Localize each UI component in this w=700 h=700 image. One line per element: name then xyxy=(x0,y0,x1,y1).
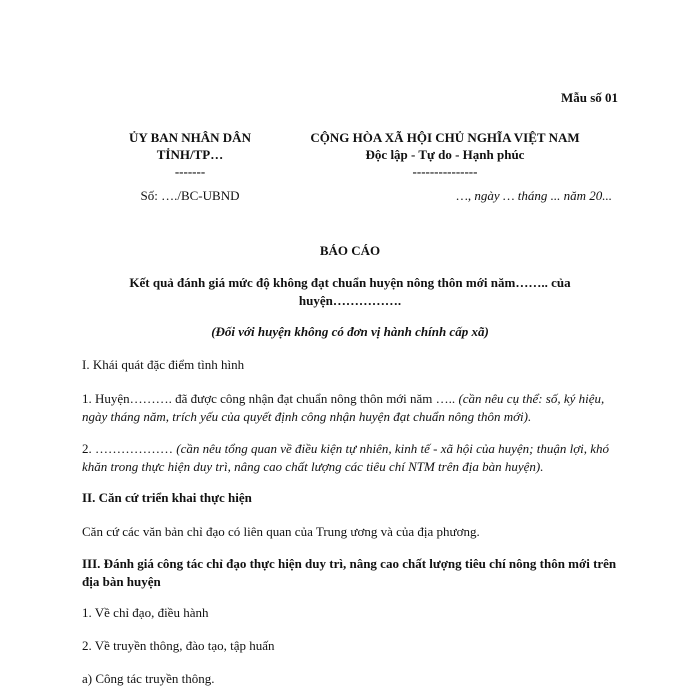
document-number: Số: …./BC-UBND xyxy=(140,188,240,203)
national-title: CỘNG HÒA XÃ HỘI CHỦ NGHĨA VIỆT NAM xyxy=(310,130,580,145)
list-item-a: a) Công tác truyền thông. xyxy=(82,671,215,686)
list-item-2: 2. Về truyền thông, đào tạo, tập huấn xyxy=(82,638,275,653)
paragraph-2-note: (cần nêu tổng quan về điều kiện tự nhiên, kinh tế - xã hội của huyện; thuận lợi, khó khăn trong thực hiện duy trì, nâng cao chất lượng các tiêu chí NTM trên địa bàn huyện). xyxy=(82,441,610,474)
date-line: …, ngày … tháng ... năm 20... xyxy=(456,188,612,203)
section-2-heading: II. Căn cứ triển khai thực hiện xyxy=(82,490,252,505)
authority-line1: ỦY BAN NHÂN DÂN xyxy=(129,130,251,145)
issuing-authority-header xyxy=(100,129,280,180)
section-1-heading: I. Khái quát đặc điểm tình hình xyxy=(82,357,245,372)
paragraph-1-lead: 1. Huyện………. đã được công nhận đạt chuẩn nông thôn mới năm ….. xyxy=(82,391,456,406)
national-motto: Độc lập - Tự do - Hạnh phúc xyxy=(365,147,525,162)
document-subtitle: Kết quả đánh giá mức độ không đạt chuẩn huyện nông thôn mới năm…….. của huyện……………. xyxy=(129,275,571,308)
authority-divider: ------- xyxy=(174,164,206,179)
section-3-heading: III. Đánh giá công tác chỉ đạo thực hiện duy trì, nâng cao chất lượng tiêu chí nông thôn mới trên địa bàn huyện xyxy=(82,556,617,589)
authority-line2: TỈNH/TP… xyxy=(156,147,224,162)
paragraph-1 xyxy=(82,390,618,426)
section-2-text: Căn cứ các văn bản chỉ đạo có liên quan của Trung ương và của địa phương. xyxy=(82,524,480,539)
paragraph-2 xyxy=(82,440,618,476)
document-title: BÁO CÁO xyxy=(319,243,381,258)
paragraph-2-lead: 2. ……………… xyxy=(82,441,173,456)
national-divider: --------------- xyxy=(412,164,478,179)
paragraph-1-note: (cần nêu cụ thể: số, ký hiệu, ngày tháng năm, trích yếu của quyết định công nhận huyện đạt chuẩn nông thôn mới). xyxy=(82,391,605,424)
national-header xyxy=(285,129,605,180)
form-number: Mẫu số 01 xyxy=(560,90,618,105)
list-item-1: 1. Về chỉ đạo, điều hành xyxy=(82,605,209,620)
document-scope-note: (Đối với huyện không có đơn vị hành chính cấp xã) xyxy=(211,324,489,339)
